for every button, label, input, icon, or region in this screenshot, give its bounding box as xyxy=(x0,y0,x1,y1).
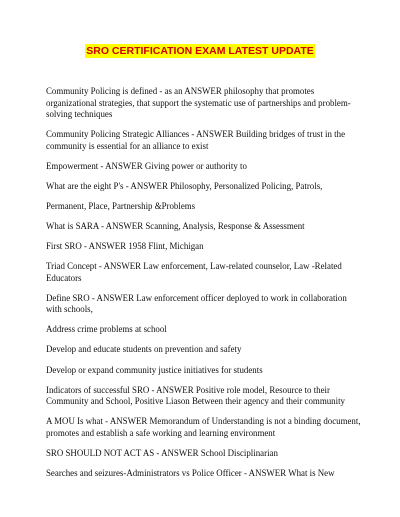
paragraph: Community Policing Strategic Alliances - ANSWER Building bridges of trust in the community is essential for an alliance to exist xyxy=(46,129,346,151)
document-title-text: SRO CERTIFICATION EXAM LATEST UPDATE xyxy=(86,45,314,57)
paragraph: First SRO - ANSWER 1958 Flint, Michigan xyxy=(46,241,204,252)
paragraph: Permanent, Place, Partnership &Problems xyxy=(46,200,196,211)
paragraph: Searches and seizures-Administrators vs Police Officer - ANSWER What is New xyxy=(46,467,335,478)
paragraph: Address crime problems at school xyxy=(46,324,167,335)
paragraph: Triad Concept - ANSWER Law enforcement, Law-related counselor, Law -Related Educators xyxy=(46,261,342,283)
paragraph: Community Policing is defined - as an ANSWER philosophy that promotes organizational strategies, that support the systematic use of partnerships and problem-solving techniques xyxy=(46,86,351,119)
document-body xyxy=(46,86,364,488)
paragraph: What is SARA - ANSWER Scanning, Analysis, Response & Assessment xyxy=(46,220,305,231)
paragraph: Empowerment - ANSWER Giving power or authority to xyxy=(46,160,247,171)
paragraph: Define SRO - ANSWER Law enforcement officer deployed to work in collaboration with schools, xyxy=(46,292,347,315)
paragraph: What are the eight P's - ANSWER Philosophy, Personalized Policing, Patrols, xyxy=(46,180,323,191)
paragraph: A MOU Is what - ANSWER Memorandum of Understanding is not a binding document, promotes and establish a safe working and learning environment xyxy=(46,416,361,438)
paragraph: Develop and educate students on prevention and safety xyxy=(46,344,242,355)
paragraph: Indicators of successful SRO - ANSWER Positive role model, Resource to their Community and School, Positive Liason Between their agency and their community xyxy=(46,384,345,407)
paragraph: Develop or expand community justice initiatives for students xyxy=(46,364,263,375)
document-title xyxy=(0,44,400,58)
paragraph: SRO SHOULD NOT ACT AS - ANSWER School Disciplinarian xyxy=(46,447,278,458)
